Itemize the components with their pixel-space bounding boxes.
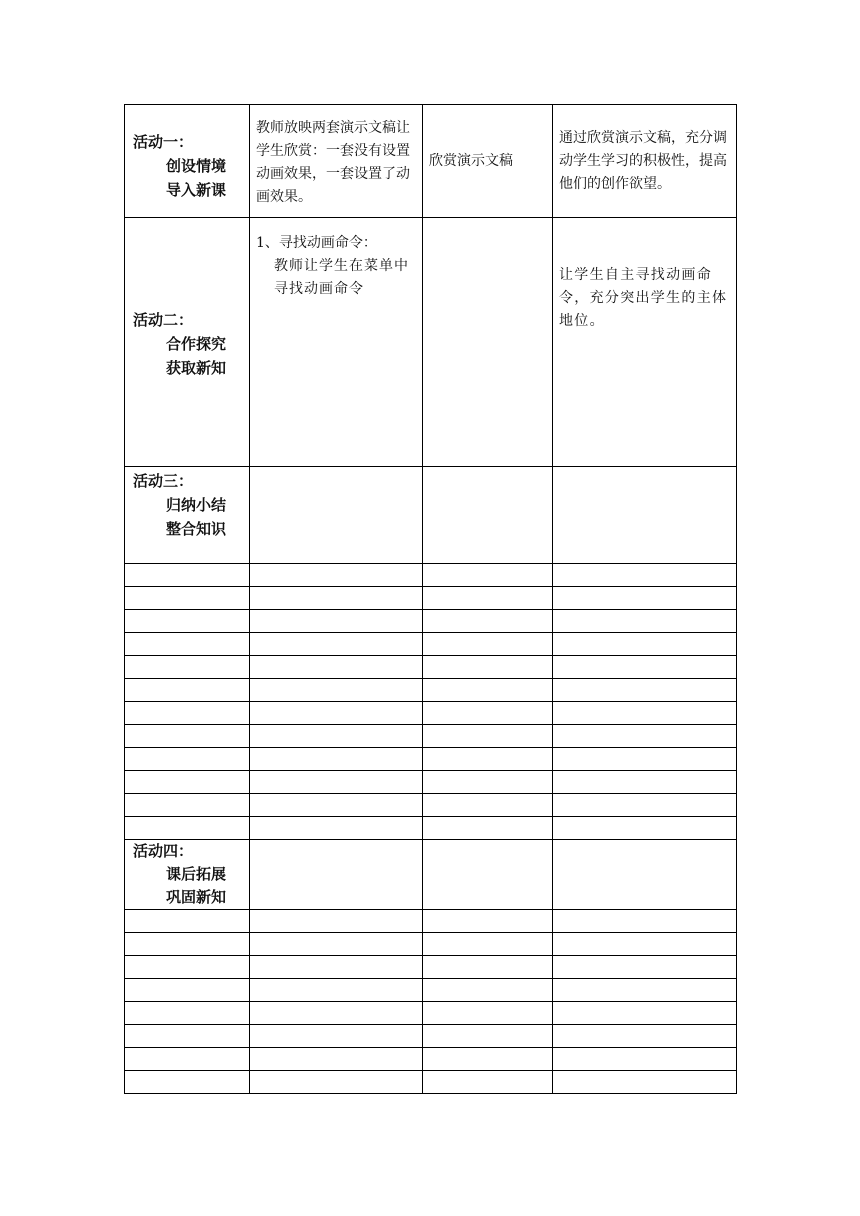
empty-cell bbox=[553, 702, 737, 725]
empty-cell bbox=[125, 979, 250, 1002]
teacher-step-detail: 教师让学生在菜单中寻找动画命令 bbox=[274, 258, 409, 297]
table-row bbox=[125, 1002, 737, 1025]
teacher-activity-text: 教师放映两套演示文稿让学生欣赏：一套没有设置动画效果，一套设置了动画效果。 bbox=[256, 120, 410, 205]
empty-cell bbox=[125, 1025, 250, 1048]
empty-cell bbox=[250, 1048, 423, 1071]
teacher-activity-cell bbox=[250, 840, 423, 910]
empty-cell bbox=[250, 748, 423, 771]
student-activity-text: 欣赏演示文稿 bbox=[429, 152, 513, 169]
activity-label-cell bbox=[125, 105, 250, 218]
empty-cell bbox=[125, 1071, 250, 1094]
table-row bbox=[125, 1071, 737, 1094]
table-row bbox=[125, 794, 737, 817]
empty-cell bbox=[423, 587, 553, 610]
empty-cell bbox=[553, 1048, 737, 1071]
empty-cell bbox=[125, 817, 250, 840]
empty-cell bbox=[423, 656, 553, 679]
empty-cell bbox=[553, 979, 737, 1002]
activity-subtitle: 获取新知 bbox=[166, 359, 227, 377]
table-row bbox=[125, 817, 737, 840]
activity-subtitle: 课后拓展 bbox=[166, 865, 227, 883]
empty-cell bbox=[125, 956, 250, 979]
activity-label-cell bbox=[125, 467, 250, 564]
design-purpose-cell bbox=[553, 218, 737, 467]
empty-cell bbox=[553, 587, 737, 610]
table-row bbox=[125, 467, 737, 564]
empty-cell bbox=[125, 702, 250, 725]
design-purpose-cell bbox=[553, 105, 737, 218]
empty-cell bbox=[423, 910, 553, 933]
empty-cell bbox=[250, 564, 423, 587]
teacher-activity-cell bbox=[250, 218, 423, 467]
empty-cell bbox=[250, 587, 423, 610]
activity-title: 活动四： bbox=[133, 842, 194, 860]
empty-cell bbox=[250, 979, 423, 1002]
design-purpose-cell bbox=[553, 840, 737, 910]
empty-cell bbox=[423, 679, 553, 702]
table-row bbox=[125, 771, 737, 794]
empty-cell bbox=[553, 956, 737, 979]
empty-cell bbox=[423, 1071, 553, 1094]
empty-cell bbox=[423, 817, 553, 840]
empty-cell bbox=[125, 564, 250, 587]
empty-cell bbox=[423, 979, 553, 1002]
empty-cell bbox=[423, 702, 553, 725]
empty-cell bbox=[553, 794, 737, 817]
empty-cell bbox=[423, 771, 553, 794]
empty-cell bbox=[553, 1071, 737, 1094]
empty-cell bbox=[423, 725, 553, 748]
empty-cell bbox=[125, 679, 250, 702]
empty-cell bbox=[250, 817, 423, 840]
table-row bbox=[125, 105, 737, 218]
table-row bbox=[125, 956, 737, 979]
empty-cell bbox=[125, 1048, 250, 1071]
design-purpose-text: 通过欣赏演示文稿，充分调动学生学习的积极性，提高他们的创作欲望。 bbox=[559, 129, 727, 192]
empty-cell bbox=[250, 725, 423, 748]
teacher-activity-cell bbox=[250, 467, 423, 564]
teacher-activity-cell bbox=[250, 105, 423, 218]
empty-cell bbox=[553, 748, 737, 771]
empty-cell bbox=[250, 702, 423, 725]
empty-cell bbox=[125, 610, 250, 633]
empty-cell bbox=[553, 1002, 737, 1025]
empty-cell bbox=[250, 610, 423, 633]
student-activity-cell bbox=[423, 218, 553, 467]
table-row bbox=[125, 587, 737, 610]
empty-cell bbox=[423, 748, 553, 771]
activity-subtitle: 整合知识 bbox=[166, 520, 227, 538]
empty-cell bbox=[125, 933, 250, 956]
table-row bbox=[125, 633, 737, 656]
empty-cell bbox=[553, 656, 737, 679]
empty-cell bbox=[250, 910, 423, 933]
activity-subtitle: 创设情境 bbox=[166, 157, 227, 175]
lesson-plan-table bbox=[124, 104, 737, 1094]
empty-cell bbox=[423, 956, 553, 979]
activity-title: 活动一： bbox=[133, 133, 194, 151]
empty-cell bbox=[553, 910, 737, 933]
empty-cell bbox=[125, 656, 250, 679]
table-row bbox=[125, 725, 737, 748]
student-activity-cell bbox=[423, 467, 553, 564]
empty-cell bbox=[250, 1025, 423, 1048]
empty-cell bbox=[423, 564, 553, 587]
table-row bbox=[125, 748, 737, 771]
table-row bbox=[125, 979, 737, 1002]
table-row bbox=[125, 679, 737, 702]
design-purpose-cell bbox=[553, 467, 737, 564]
empty-cell bbox=[553, 633, 737, 656]
student-activity-cell bbox=[423, 105, 553, 218]
empty-cell bbox=[125, 587, 250, 610]
empty-cell bbox=[250, 1071, 423, 1094]
empty-cell bbox=[553, 725, 737, 748]
empty-cell bbox=[250, 1002, 423, 1025]
empty-cell bbox=[553, 933, 737, 956]
table-row bbox=[125, 702, 737, 725]
table-row bbox=[125, 1025, 737, 1048]
empty-cell bbox=[553, 610, 737, 633]
empty-cell bbox=[423, 610, 553, 633]
table-row bbox=[125, 610, 737, 633]
empty-cell bbox=[250, 956, 423, 979]
empty-cell bbox=[250, 794, 423, 817]
empty-cell bbox=[125, 748, 250, 771]
table-row bbox=[125, 933, 737, 956]
table-row bbox=[125, 840, 737, 910]
empty-cell bbox=[553, 564, 737, 587]
empty-cell bbox=[125, 910, 250, 933]
empty-cell bbox=[553, 817, 737, 840]
activity-label-cell bbox=[125, 218, 250, 467]
empty-cell bbox=[125, 771, 250, 794]
table-row bbox=[125, 1048, 737, 1071]
empty-cell bbox=[423, 633, 553, 656]
activity-subtitle: 合作探究 bbox=[166, 335, 227, 353]
empty-cell bbox=[423, 794, 553, 817]
empty-cell bbox=[125, 725, 250, 748]
empty-cell bbox=[423, 1002, 553, 1025]
activity-label-cell bbox=[125, 840, 250, 910]
table-row bbox=[125, 218, 737, 467]
empty-cell bbox=[125, 633, 250, 656]
empty-cell bbox=[553, 679, 737, 702]
student-activity-cell bbox=[423, 840, 553, 910]
activity-title: 活动三： bbox=[133, 472, 194, 490]
table-row bbox=[125, 910, 737, 933]
empty-cell bbox=[250, 656, 423, 679]
empty-cell bbox=[250, 933, 423, 956]
design-purpose-text: 让学生自主寻找动画命令，充分突出学生的主体地位。 bbox=[559, 267, 728, 329]
activity-subtitle: 归纳小结 bbox=[166, 496, 227, 514]
empty-cell bbox=[125, 1002, 250, 1025]
empty-cell bbox=[423, 933, 553, 956]
empty-cell bbox=[553, 771, 737, 794]
empty-cell bbox=[250, 679, 423, 702]
empty-cell bbox=[423, 1025, 553, 1048]
table-row bbox=[125, 564, 737, 587]
activity-title: 活动二： bbox=[133, 311, 194, 329]
empty-cell bbox=[125, 794, 250, 817]
empty-cell bbox=[250, 771, 423, 794]
empty-cell bbox=[553, 1025, 737, 1048]
teacher-step-text: 1、寻找动画命令： bbox=[256, 235, 377, 251]
empty-cell bbox=[423, 1048, 553, 1071]
empty-cell bbox=[250, 633, 423, 656]
activity-subtitle: 导入新课 bbox=[166, 181, 227, 199]
table-row bbox=[125, 656, 737, 679]
activity-subtitle: 巩固新知 bbox=[166, 888, 227, 906]
